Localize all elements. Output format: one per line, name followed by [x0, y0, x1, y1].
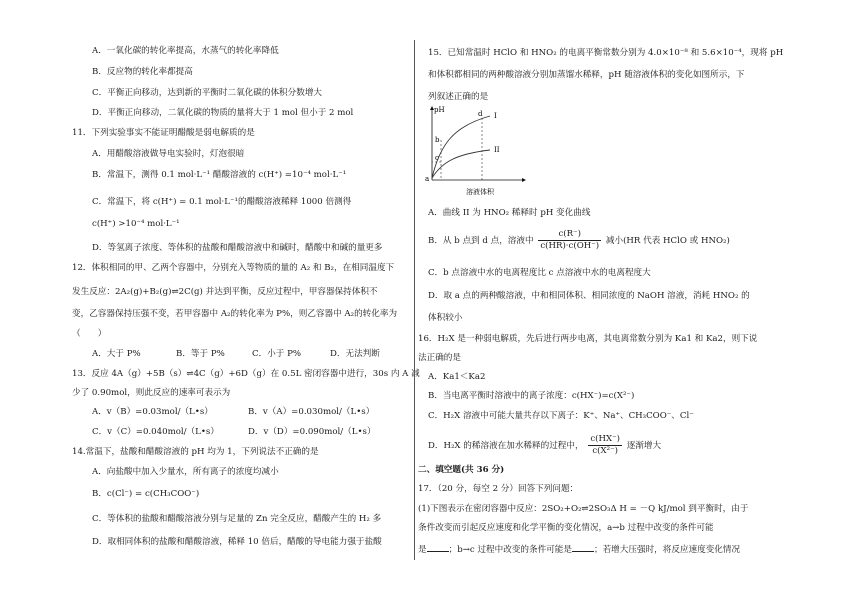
q13-option-d: D．v（D）=0.090mol/（L•s） — [248, 427, 376, 437]
q12-answer-paren: （ ） — [72, 329, 107, 339]
q15-fraction — [538, 229, 601, 252]
q16-option-c: C．H₂X 溶液中可能大量共存以下离子：K⁺、Na⁺、CH₃COO⁻、Cl⁻ — [428, 411, 694, 421]
q11-stem: 11．下列实验事实不能证明醋酸是弱电解质的是 — [72, 128, 255, 138]
column-divider — [414, 40, 415, 560]
q11-option-c: C．常温下，将 c(H⁺) = 0.1 mol·L⁻¹的醋酸溶液稀释 1000 倍测得 — [92, 197, 352, 207]
q13-stem-2: 少了 0.90mol，则此反应的速率可表示为 — [72, 388, 231, 398]
q11-option-c-cont: c(H⁺) >10⁻⁴ mol·L⁻¹ — [92, 219, 180, 229]
q13-option-b: B．v（A）=0.030mol/（L•s） — [248, 407, 375, 417]
q12-option-d: D．无法判断 — [330, 349, 380, 359]
q15-stem: 15．已知常温时 HClO 和 HNO₂ 的电离平衡常数分别为 4.0×10⁻⁸ 和 5.6×10⁻⁴，现将 pH — [428, 48, 784, 58]
x-axis-arrow — [522, 178, 526, 182]
q15-option-a: A．曲线 II 为 HNO₂ 稀释时 pH 变化曲线 — [428, 208, 591, 218]
q14-option-a: A．向盐酸中加入少量水，所有离子的浓度均减小 — [92, 467, 279, 477]
y-axis-label: pH — [434, 106, 445, 114]
answer-blank-1[interactable] — [427, 542, 449, 552]
point-a-label: a — [425, 175, 430, 183]
q10-option-b: B．反应物的转化率都提高 — [92, 67, 193, 77]
q16-option-b: B．当电离平衡时溶液中的离子浓度：c(HX⁻)=c(X²⁻) — [428, 391, 635, 401]
q17-part1-3-a: 是 — [418, 545, 427, 555]
q15-fraction-numerator: c(R⁻) — [538, 229, 601, 241]
q14-option-c: C．等体积的盐酸和醋酸溶液分别与足量的 Zn 完全反应，醋酸产生的 H₂ 多 — [92, 514, 382, 524]
q17-part1-3 — [418, 542, 740, 556]
q15-option-b — [428, 229, 730, 252]
q16-stem: 16．H₂X 是一种弱电解质，先后进行两步电离，其电离常数分别为 Ka1 和 Ka2，则下说 — [418, 334, 758, 344]
q10-option-a: A．一氧化碳的转化率提高，水蒸气的转化率降低 — [92, 46, 279, 56]
q14-option-b: B．c(Cl⁻) = c(CH₃COO⁻) — [92, 489, 200, 499]
q17-stem: 17．（20 分，每空 2 分）回答下列问题： — [418, 484, 579, 494]
q16-option-d — [428, 434, 661, 457]
q17-part1-3-b: ；b→c 过程中改变的条件可能是 — [448, 545, 572, 555]
q15-option-c: C．b 点溶液中水的电离程度比 c 点溶液中水的电离程度大 — [428, 268, 651, 278]
q13-option-a: A．v（B）=0.03mol/（L•s） — [92, 407, 213, 417]
q12-option-a: A．大于 P% — [92, 349, 141, 359]
q15-stem-2: 和体积都相同的两种酸溶液分别加蒸馏水稀释，pH 随溶液体积的变化如图所示，下 — [428, 70, 745, 80]
curve-ii-label: II — [494, 146, 500, 154]
q15-stem-3: 列叙述正确的是 — [428, 92, 489, 102]
q10-option-d: D．平衡正向移动，二氧化碳的物质的量将大于 1 mol 但小于 2 mol — [92, 108, 354, 118]
q17-part1-3-c: ；若增大压强时，将反应速度变化情况 — [593, 545, 741, 555]
q17-part1: (1)下图表示在密闭容器中反应：2SO₂+O₂⇌2SO₃Δ H = －Q kJ/mol 到平衡时，由于 — [418, 504, 749, 514]
q15-fraction-denominator: c(HR)·c(OH⁻) — [540, 241, 600, 251]
point-d-label: d — [478, 110, 483, 118]
answer-blank-2[interactable] — [572, 542, 594, 552]
q10-option-c: C．平衡正向移动，达到新的平衡时二氧化碳的体积分数增大 — [92, 88, 323, 98]
q16-option-d-tail: 逐渐增大 — [626, 441, 662, 451]
q12-option-b: B．等于 P% — [176, 349, 225, 359]
ph-dilution-graph — [420, 104, 530, 198]
q17-part1-2: 条件改变而引起反应速度和化学平衡的变化情况，a→b 过程中改变的条件可能 — [418, 523, 714, 533]
q16-fraction-numerator: c(HX⁻) — [590, 434, 620, 444]
q12-stem-2: 发生反应：2A₂(g)+B₂(g)⇌2C(g) 并达到平衡，反应过程中，甲容器保持体积不 — [72, 287, 378, 297]
q15-option-b-text: B．从 b 点到 d 点，溶液中 — [428, 236, 534, 246]
q15-option-b-tail: 减小(HR 代表 HClO 或 HNO₂) — [605, 236, 730, 246]
q16-option-a: A．Ka1＜Ka2 — [428, 372, 486, 382]
q13-option-c: C．v（C）=0.040mol/（L•s） — [92, 427, 219, 437]
q14-option-d: D．取相同体积的盐酸和醋酸溶液，稀释 10 倍后，醋酸的导电能力强于盐酸 — [92, 537, 382, 547]
q12-stem-3: 变，乙容器保持压强不变，若甲容器中 A₂的转化率为 P%，则乙容器中 A₂的转化率为 — [72, 309, 398, 319]
q16-fraction-denominator: c(X²⁻) — [592, 446, 618, 456]
curve-i-label: I — [494, 112, 497, 120]
point-b-label: b — [435, 136, 440, 144]
q16-fraction — [588, 434, 622, 457]
q13-stem: 13．反应 4A（g）+5B（s）⇌4C（g）+6D（g）在 0.5L 密闭容器中进行，30s 内 A 减 — [72, 369, 420, 379]
q15-option-d: D．取 a 点的两种酸溶液，中和相同体积、相同浓度的 NaOH 溶液，消耗 HNO₂ 的 — [428, 291, 750, 301]
q15-option-d-cont: 体积较小 — [428, 313, 463, 323]
q16-option-d-text: D．H₂X 的稀溶液在加水稀释的过程中， — [428, 441, 584, 451]
q11-option-b: B．常温下，测得 0.1 mol·L⁻¹ 醋酸溶液的 c(H⁺) =10⁻⁴ mol·L⁻¹ — [92, 170, 347, 180]
q14-stem: 14.常温下，盐酸和醋酸溶液的 pH 均为 1，下列说法不正确的是 — [72, 447, 319, 457]
section-2-heading: 二、填空题(共 36 分) — [418, 465, 505, 475]
q12-option-c: C．小于 P% — [252, 349, 302, 359]
q12-stem: 12．体积相同的甲、乙两个容器中，分别充入等物质的量的 A₂ 和 B₂，在相同温度下 — [72, 263, 395, 273]
point-c-label: c — [435, 154, 439, 162]
x-axis-label: 溶液体积 — [466, 188, 494, 196]
q11-option-d: D．等氢离子浓度、等体积的盐酸和醋酸溶液中和碱时，醋酸中和碱的量更多 — [92, 243, 383, 253]
q16-stem-2: 法正确的是 — [418, 353, 461, 363]
q11-option-a: A．用醋酸溶液做导电实验时，灯泡很暗 — [92, 149, 245, 159]
